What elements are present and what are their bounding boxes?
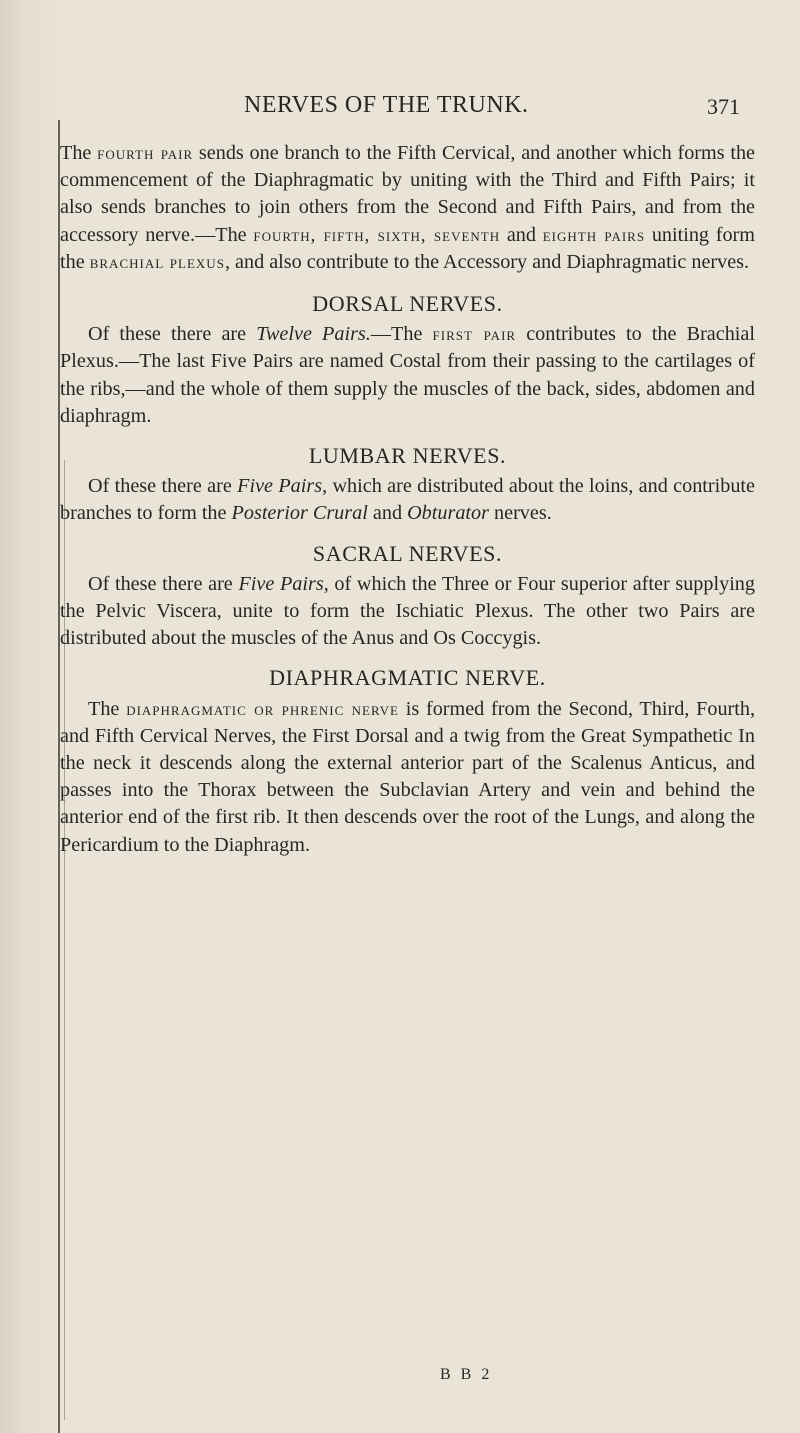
diaphragmatic-paragraph xyxy=(60,696,755,859)
small-caps-run: eighth pairs xyxy=(542,224,646,246)
small-caps-run: first pair xyxy=(432,324,517,346)
signature-mark: B B 2 xyxy=(440,1366,493,1383)
text-run: and xyxy=(367,502,408,525)
text-run: sends one branch to the Fifth Cervical, and another which forms the commencement of the Diaphragmatic by uniting with the Third and Fifth Pairs; it also sends branches to join others from the Second and Fifth Pairs, and from the accessory nerve.—The xyxy=(60,142,756,246)
small-caps-run: brachial plexus xyxy=(89,251,225,273)
cervical-paragraph xyxy=(60,140,755,276)
text-run: uniting form the xyxy=(60,223,755,273)
text-run: Of these there are xyxy=(88,572,239,595)
text-run: and xyxy=(500,223,543,246)
italic-run: Twelve Pairs. xyxy=(256,323,371,346)
text-run: nerves. xyxy=(488,502,552,525)
text-run: The xyxy=(60,142,98,164)
text-run: Of these there are xyxy=(88,475,238,498)
sacral-paragraph xyxy=(60,571,755,653)
italic-run: Posterior Crural xyxy=(231,502,368,525)
italic-run: Five Pairs xyxy=(237,475,323,498)
text-run: —The xyxy=(370,323,433,346)
small-caps-run: fourth pair xyxy=(97,143,194,164)
text-run: is formed from the Second, Third, Fourth, and Fifth Cervical Nerves, the First Dorsal and a twig from the Great Sympathetic In the neck it descends along the external anterior part of the Scalenus Anticus, and passes into the Thorax between the Subclavian Artery and vein and behind the anterior end of the first rib. It then descends over the root of the Lungs, and along the Pericardium to the Diaphragm. xyxy=(60,697,756,856)
text-run: Of these there are xyxy=(88,323,257,346)
section-heading-lumbar: LUMBAR NERVES. xyxy=(308,443,507,469)
text-run: , of which the Three or Four superior after supplying the Pelvic Viscera, unite to form the Ischiatic Plexus. The other two Pairs are distributed about the muscles of the Anus and Os Coccygis. xyxy=(60,572,755,650)
section-heading-diaphragmatic: DIAPHRAGMATIC NERVE. xyxy=(269,665,546,691)
page-header xyxy=(0,92,800,132)
section-heading-sacral: SACRAL NERVES. xyxy=(312,540,503,566)
page-body xyxy=(60,140,755,859)
dorsal-paragraph xyxy=(60,321,755,430)
running-head: NERVES OF THE TRUNK. xyxy=(244,92,529,118)
lumbar-paragraph xyxy=(60,473,755,527)
text-run: The xyxy=(88,697,127,720)
text-run: , which are distributed about the loins, and contribute branches to form the xyxy=(60,475,756,525)
small-caps-run: fourth, fifth, sixth, seventh xyxy=(253,224,501,246)
small-caps-run: diaphragmatic or phrenic nerve xyxy=(126,698,399,720)
italic-run: Five Pairs xyxy=(238,572,324,595)
page-gutter-shadow xyxy=(0,0,60,1433)
page-number: 371 xyxy=(707,94,740,119)
text-run: contributes to the Brachial Plexus.—The last Five Pairs are named Costal from their passing to the cartilages of the ribs,—and the whole of them supply the muscles of the back, sides, abdomen and diaphragm. xyxy=(60,323,755,427)
section-heading-dorsal: DORSAL NERVES. xyxy=(312,291,503,317)
text-run: , and also contribute to the Accessory and Diaphragmatic nerves. xyxy=(224,250,750,273)
italic-run: Obturator xyxy=(407,502,489,525)
